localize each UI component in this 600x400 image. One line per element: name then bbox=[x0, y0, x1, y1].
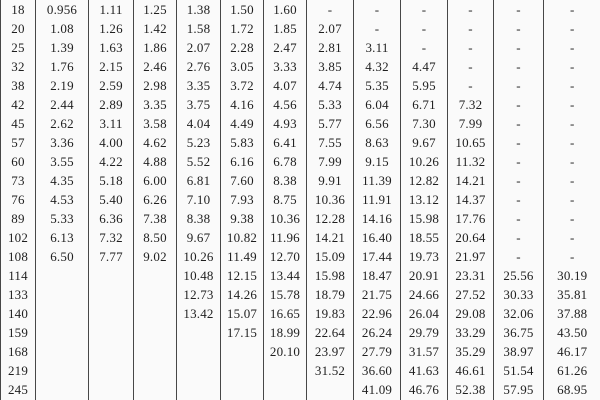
value-cell: - bbox=[354, 19, 401, 38]
value-cell: 6.78 bbox=[264, 152, 307, 171]
table-row bbox=[1, 362, 600, 381]
value-cell: 4.49 bbox=[221, 114, 264, 133]
value-cell: 68.95 bbox=[544, 381, 600, 400]
value-cell: - bbox=[544, 0, 600, 19]
value-cell: 1.25 bbox=[134, 0, 177, 19]
value-cell: - bbox=[494, 171, 544, 190]
value-cell bbox=[134, 286, 177, 305]
row-label-cell: 245 bbox=[1, 381, 36, 400]
value-cell: 7.32 bbox=[448, 95, 494, 114]
value-cell: 3.36 bbox=[36, 133, 89, 152]
value-cell: 8.38 bbox=[177, 210, 221, 229]
row-label-cell: 108 bbox=[1, 248, 36, 267]
row-label-cell: 20 bbox=[1, 19, 36, 38]
value-cell: 2.89 bbox=[89, 95, 134, 114]
value-cell: 6.36 bbox=[89, 210, 134, 229]
value-cell: 9.38 bbox=[221, 210, 264, 229]
value-cell bbox=[36, 381, 89, 400]
value-cell: 37.88 bbox=[544, 305, 600, 324]
value-cell: - bbox=[354, 0, 401, 19]
value-cell: 12.15 bbox=[221, 267, 264, 286]
value-cell: - bbox=[544, 38, 600, 57]
value-cell: 4.04 bbox=[177, 114, 221, 133]
value-cell: - bbox=[544, 95, 600, 114]
value-cell: 2.62 bbox=[36, 114, 89, 133]
value-cell: 43.50 bbox=[544, 324, 600, 343]
value-cell: 15.78 bbox=[264, 286, 307, 305]
value-cell: 17.15 bbox=[221, 324, 264, 343]
value-cell: 35.29 bbox=[448, 343, 494, 362]
value-cell bbox=[134, 324, 177, 343]
value-cell: 4.00 bbox=[89, 133, 134, 152]
value-cell: 8.75 bbox=[264, 190, 307, 209]
value-cell bbox=[177, 362, 221, 381]
value-cell: - bbox=[544, 229, 600, 248]
value-cell: 8.38 bbox=[264, 171, 307, 190]
value-cell: 14.26 bbox=[221, 286, 264, 305]
value-cell: 4.07 bbox=[264, 76, 307, 95]
value-cell: 14.16 bbox=[354, 210, 401, 229]
value-cell: 13.44 bbox=[264, 267, 307, 286]
value-cell: - bbox=[401, 0, 448, 19]
table-row bbox=[1, 95, 600, 114]
value-cell: 9.02 bbox=[134, 248, 177, 267]
value-cell: 5.23 bbox=[177, 133, 221, 152]
value-cell: 36.75 bbox=[494, 324, 544, 343]
value-cell: 7.93 bbox=[221, 190, 264, 209]
value-cell bbox=[221, 381, 264, 400]
value-cell: 17.44 bbox=[354, 248, 401, 267]
value-cell: 9.15 bbox=[354, 152, 401, 171]
value-cell: 1.26 bbox=[89, 19, 134, 38]
value-cell: 46.17 bbox=[544, 343, 600, 362]
table-row bbox=[1, 286, 600, 305]
value-cell: 8.63 bbox=[354, 133, 401, 152]
value-cell: 1.11 bbox=[89, 0, 134, 19]
value-cell: 2.07 bbox=[177, 38, 221, 57]
row-label-cell: 114 bbox=[1, 267, 36, 286]
row-label-cell: 57 bbox=[1, 133, 36, 152]
value-cell: 4.22 bbox=[89, 152, 134, 171]
row-label-cell: 219 bbox=[1, 362, 36, 381]
value-cell: 17.76 bbox=[448, 210, 494, 229]
row-label-cell: 32 bbox=[1, 57, 36, 76]
value-cell: - bbox=[448, 38, 494, 57]
value-cell: 16.65 bbox=[264, 305, 307, 324]
value-cell: 2.76 bbox=[177, 57, 221, 76]
value-cell: 30.33 bbox=[494, 286, 544, 305]
value-cell: 10.36 bbox=[264, 210, 307, 229]
table-row bbox=[1, 210, 600, 229]
value-cell bbox=[264, 381, 307, 400]
value-cell: 12.73 bbox=[177, 286, 221, 305]
value-cell: 19.73 bbox=[401, 248, 448, 267]
value-cell: 6.41 bbox=[264, 133, 307, 152]
table-row bbox=[1, 0, 600, 19]
value-cell: 11.32 bbox=[448, 152, 494, 171]
table-row bbox=[1, 381, 600, 400]
table-row bbox=[1, 152, 600, 171]
value-cell: - bbox=[494, 38, 544, 57]
value-cell: 1.39 bbox=[36, 38, 89, 57]
value-cell: - bbox=[448, 57, 494, 76]
value-cell: - bbox=[494, 0, 544, 19]
value-cell: 57.95 bbox=[494, 381, 544, 400]
row-label-cell: 168 bbox=[1, 343, 36, 362]
value-cell: 3.33 bbox=[264, 57, 307, 76]
value-cell: 3.35 bbox=[134, 95, 177, 114]
value-cell: - bbox=[544, 19, 600, 38]
value-cell: 22.64 bbox=[307, 324, 354, 343]
table-row bbox=[1, 57, 600, 76]
value-cell: 3.58 bbox=[134, 114, 177, 133]
value-cell: 0.956 bbox=[36, 0, 89, 19]
value-cell: 3.55 bbox=[36, 152, 89, 171]
value-cell: 51.54 bbox=[494, 362, 544, 381]
value-cell bbox=[134, 362, 177, 381]
value-cell: 4.35 bbox=[36, 171, 89, 190]
value-cell: 10.48 bbox=[177, 267, 221, 286]
table-row bbox=[1, 324, 600, 343]
value-cell: 4.16 bbox=[221, 95, 264, 114]
value-cell bbox=[177, 381, 221, 400]
value-cell: 6.13 bbox=[36, 229, 89, 248]
value-cell bbox=[89, 343, 134, 362]
value-cell: - bbox=[544, 171, 600, 190]
value-cell: 9.91 bbox=[307, 171, 354, 190]
table-row bbox=[1, 38, 600, 57]
value-cell: - bbox=[494, 190, 544, 209]
value-cell bbox=[134, 381, 177, 400]
value-cell: 33.29 bbox=[448, 324, 494, 343]
value-cell: 15.09 bbox=[307, 248, 354, 267]
value-cell: - bbox=[494, 114, 544, 133]
value-cell bbox=[36, 286, 89, 305]
value-cell: 5.52 bbox=[177, 152, 221, 171]
table-row bbox=[1, 171, 600, 190]
value-cell: 2.47 bbox=[264, 38, 307, 57]
table-row bbox=[1, 305, 600, 324]
value-cell: 1.86 bbox=[134, 38, 177, 57]
table-row bbox=[1, 114, 600, 133]
value-cell: 27.79 bbox=[354, 343, 401, 362]
value-cell: 7.60 bbox=[221, 171, 264, 190]
value-cell: 23.31 bbox=[448, 267, 494, 286]
value-cell: 1.76 bbox=[36, 57, 89, 76]
table-row bbox=[1, 343, 600, 362]
value-cell: 23.97 bbox=[307, 343, 354, 362]
table-row bbox=[1, 133, 600, 152]
value-cell: 3.11 bbox=[89, 114, 134, 133]
value-cell: - bbox=[544, 210, 600, 229]
value-cell: - bbox=[401, 38, 448, 57]
value-cell: 9.67 bbox=[401, 133, 448, 152]
value-cell: 13.12 bbox=[401, 190, 448, 209]
value-cell: 7.77 bbox=[89, 248, 134, 267]
table-row bbox=[1, 267, 600, 286]
value-cell: - bbox=[544, 152, 600, 171]
value-cell: 1.42 bbox=[134, 19, 177, 38]
value-cell: 3.11 bbox=[354, 38, 401, 57]
value-cell: 52.38 bbox=[448, 381, 494, 400]
value-cell: 11.91 bbox=[354, 190, 401, 209]
value-cell: 4.53 bbox=[36, 190, 89, 209]
value-cell: 6.71 bbox=[401, 95, 448, 114]
row-label-cell: 60 bbox=[1, 152, 36, 171]
value-cell: 26.04 bbox=[401, 305, 448, 324]
value-cell: 38.97 bbox=[494, 343, 544, 362]
value-cell: 1.58 bbox=[177, 19, 221, 38]
value-cell: - bbox=[494, 229, 544, 248]
value-cell: 7.32 bbox=[89, 229, 134, 248]
value-cell: 41.09 bbox=[354, 381, 401, 400]
value-cell: 3.72 bbox=[221, 76, 264, 95]
row-label-cell: 38 bbox=[1, 76, 36, 95]
value-cell: - bbox=[494, 57, 544, 76]
table-row bbox=[1, 76, 600, 95]
value-cell: 6.00 bbox=[134, 171, 177, 190]
row-label-cell: 159 bbox=[1, 324, 36, 343]
value-cell: 4.47 bbox=[401, 57, 448, 76]
value-cell: 3.85 bbox=[307, 57, 354, 76]
row-label-cell: 140 bbox=[1, 305, 36, 324]
value-cell: 26.24 bbox=[354, 324, 401, 343]
value-cell bbox=[89, 305, 134, 324]
value-cell: 2.15 bbox=[89, 57, 134, 76]
value-cell: 7.10 bbox=[177, 190, 221, 209]
value-cell: 4.88 bbox=[134, 152, 177, 171]
value-cell: - bbox=[544, 190, 600, 209]
value-cell: 25.56 bbox=[494, 267, 544, 286]
value-cell: 15.98 bbox=[401, 210, 448, 229]
value-cell: 46.76 bbox=[401, 381, 448, 400]
value-cell: 5.33 bbox=[307, 95, 354, 114]
value-cell: 2.59 bbox=[89, 76, 134, 95]
row-label-cell: 18 bbox=[1, 0, 36, 19]
value-cell: 41.63 bbox=[401, 362, 448, 381]
value-cell bbox=[89, 324, 134, 343]
row-label-cell: 76 bbox=[1, 190, 36, 209]
value-cell: 7.38 bbox=[134, 210, 177, 229]
table-row bbox=[1, 229, 600, 248]
value-cell: - bbox=[544, 76, 600, 95]
value-cell: 10.26 bbox=[177, 248, 221, 267]
value-cell: 18.79 bbox=[307, 286, 354, 305]
value-cell: - bbox=[494, 76, 544, 95]
value-cell: - bbox=[448, 0, 494, 19]
value-cell bbox=[307, 381, 354, 400]
value-cell: 1.63 bbox=[89, 38, 134, 57]
value-cell bbox=[36, 343, 89, 362]
value-cell bbox=[89, 362, 134, 381]
value-cell: 6.56 bbox=[354, 114, 401, 133]
value-cell bbox=[89, 267, 134, 286]
value-cell: 2.19 bbox=[36, 76, 89, 95]
value-cell: 9.67 bbox=[177, 229, 221, 248]
value-cell: 4.93 bbox=[264, 114, 307, 133]
value-cell bbox=[36, 267, 89, 286]
value-cell: 18.47 bbox=[354, 267, 401, 286]
value-cell: 5.77 bbox=[307, 114, 354, 133]
value-cell: 6.50 bbox=[36, 248, 89, 267]
value-cell: 32.06 bbox=[494, 305, 544, 324]
value-cell: 24.66 bbox=[401, 286, 448, 305]
value-cell: 5.83 bbox=[221, 133, 264, 152]
value-cell: - bbox=[448, 76, 494, 95]
value-cell: 22.96 bbox=[354, 305, 401, 324]
value-cell: - bbox=[307, 0, 354, 19]
value-cell: 1.85 bbox=[264, 19, 307, 38]
value-cell: 10.26 bbox=[401, 152, 448, 171]
row-label-cell: 89 bbox=[1, 210, 36, 229]
value-cell: 36.60 bbox=[354, 362, 401, 381]
row-label-cell: 45 bbox=[1, 114, 36, 133]
value-cell: 1.38 bbox=[177, 0, 221, 19]
value-cell: 21.97 bbox=[448, 248, 494, 267]
value-cell: 8.50 bbox=[134, 229, 177, 248]
value-cell: 3.05 bbox=[221, 57, 264, 76]
value-cell: 14.21 bbox=[307, 229, 354, 248]
value-cell bbox=[89, 381, 134, 400]
value-cell bbox=[177, 324, 221, 343]
value-cell: 7.55 bbox=[307, 133, 354, 152]
value-cell: - bbox=[494, 133, 544, 152]
value-cell: 18.55 bbox=[401, 229, 448, 248]
value-cell: - bbox=[544, 57, 600, 76]
value-cell: 30.19 bbox=[544, 267, 600, 286]
row-label-cell: 133 bbox=[1, 286, 36, 305]
value-cell: 2.81 bbox=[307, 38, 354, 57]
value-cell: 4.56 bbox=[264, 95, 307, 114]
value-cell: 2.28 bbox=[221, 38, 264, 57]
value-cell bbox=[36, 362, 89, 381]
value-cell bbox=[264, 362, 307, 381]
value-cell: 4.62 bbox=[134, 133, 177, 152]
value-cell: 20.91 bbox=[401, 267, 448, 286]
value-cell bbox=[221, 343, 264, 362]
value-cell: 2.07 bbox=[307, 19, 354, 38]
value-cell: 21.75 bbox=[354, 286, 401, 305]
value-cell: 6.26 bbox=[134, 190, 177, 209]
value-cell: 7.99 bbox=[307, 152, 354, 171]
value-cell bbox=[36, 305, 89, 324]
value-cell: - bbox=[544, 114, 600, 133]
value-cell: - bbox=[494, 210, 544, 229]
value-cell: 1.60 bbox=[264, 0, 307, 19]
value-cell: 18.99 bbox=[264, 324, 307, 343]
table-body bbox=[1, 0, 600, 400]
row-label-cell: 73 bbox=[1, 171, 36, 190]
value-cell: 2.46 bbox=[134, 57, 177, 76]
value-cell: 4.74 bbox=[307, 76, 354, 95]
value-cell: - bbox=[494, 19, 544, 38]
value-cell: 15.07 bbox=[221, 305, 264, 324]
value-cell: 11.39 bbox=[354, 171, 401, 190]
value-cell: 14.37 bbox=[448, 190, 494, 209]
row-label-cell: 102 bbox=[1, 229, 36, 248]
value-cell: 12.82 bbox=[401, 171, 448, 190]
value-cell: 14.21 bbox=[448, 171, 494, 190]
value-cell: 29.79 bbox=[401, 324, 448, 343]
value-cell: 16.40 bbox=[354, 229, 401, 248]
value-cell: 4.32 bbox=[354, 57, 401, 76]
value-cell: - bbox=[544, 133, 600, 152]
table-row bbox=[1, 190, 600, 209]
value-cell: - bbox=[544, 248, 600, 267]
value-cell: - bbox=[494, 95, 544, 114]
value-cell: 2.98 bbox=[134, 76, 177, 95]
value-cell: 46.61 bbox=[448, 362, 494, 381]
value-cell: 20.64 bbox=[448, 229, 494, 248]
value-cell: 12.28 bbox=[307, 210, 354, 229]
value-cell: 10.36 bbox=[307, 190, 354, 209]
value-cell: 31.57 bbox=[401, 343, 448, 362]
value-cell: 29.08 bbox=[448, 305, 494, 324]
value-cell: 27.52 bbox=[448, 286, 494, 305]
value-cell: 6.04 bbox=[354, 95, 401, 114]
value-cell: 20.10 bbox=[264, 343, 307, 362]
value-cell: 3.75 bbox=[177, 95, 221, 114]
value-cell: 5.33 bbox=[36, 210, 89, 229]
value-cell: 7.30 bbox=[401, 114, 448, 133]
value-cell: 7.99 bbox=[448, 114, 494, 133]
value-cell: 11.96 bbox=[264, 229, 307, 248]
value-cell bbox=[221, 362, 264, 381]
value-cell: 19.83 bbox=[307, 305, 354, 324]
value-cell: 13.42 bbox=[177, 305, 221, 324]
row-label-cell: 42 bbox=[1, 95, 36, 114]
value-cell: 2.44 bbox=[36, 95, 89, 114]
value-cell bbox=[134, 305, 177, 324]
value-cell bbox=[89, 286, 134, 305]
value-cell: - bbox=[448, 19, 494, 38]
value-cell: 1.72 bbox=[221, 19, 264, 38]
value-cell: 5.95 bbox=[401, 76, 448, 95]
value-cell: 12.70 bbox=[264, 248, 307, 267]
value-cell bbox=[134, 343, 177, 362]
value-cell: 10.65 bbox=[448, 133, 494, 152]
value-cell bbox=[134, 267, 177, 286]
value-cell: 35.81 bbox=[544, 286, 600, 305]
value-cell: - bbox=[401, 19, 448, 38]
value-cell: 11.49 bbox=[221, 248, 264, 267]
value-cell bbox=[177, 343, 221, 362]
value-cell bbox=[36, 324, 89, 343]
value-cell: 15.98 bbox=[307, 267, 354, 286]
value-cell: - bbox=[494, 152, 544, 171]
table-row bbox=[1, 19, 600, 38]
table-row bbox=[1, 248, 600, 267]
value-cell: 10.82 bbox=[221, 229, 264, 248]
value-cell: 61.26 bbox=[544, 362, 600, 381]
value-cell: 1.50 bbox=[221, 0, 264, 19]
value-cell: 31.52 bbox=[307, 362, 354, 381]
row-label-cell: 25 bbox=[1, 38, 36, 57]
value-cell: 3.35 bbox=[177, 76, 221, 95]
value-cell: - bbox=[494, 248, 544, 267]
value-cell: 5.40 bbox=[89, 190, 134, 209]
value-cell: 6.16 bbox=[221, 152, 264, 171]
value-cell: 5.18 bbox=[89, 171, 134, 190]
value-cell: 5.35 bbox=[354, 76, 401, 95]
value-cell: 1.08 bbox=[36, 19, 89, 38]
value-cell: 6.81 bbox=[177, 171, 221, 190]
